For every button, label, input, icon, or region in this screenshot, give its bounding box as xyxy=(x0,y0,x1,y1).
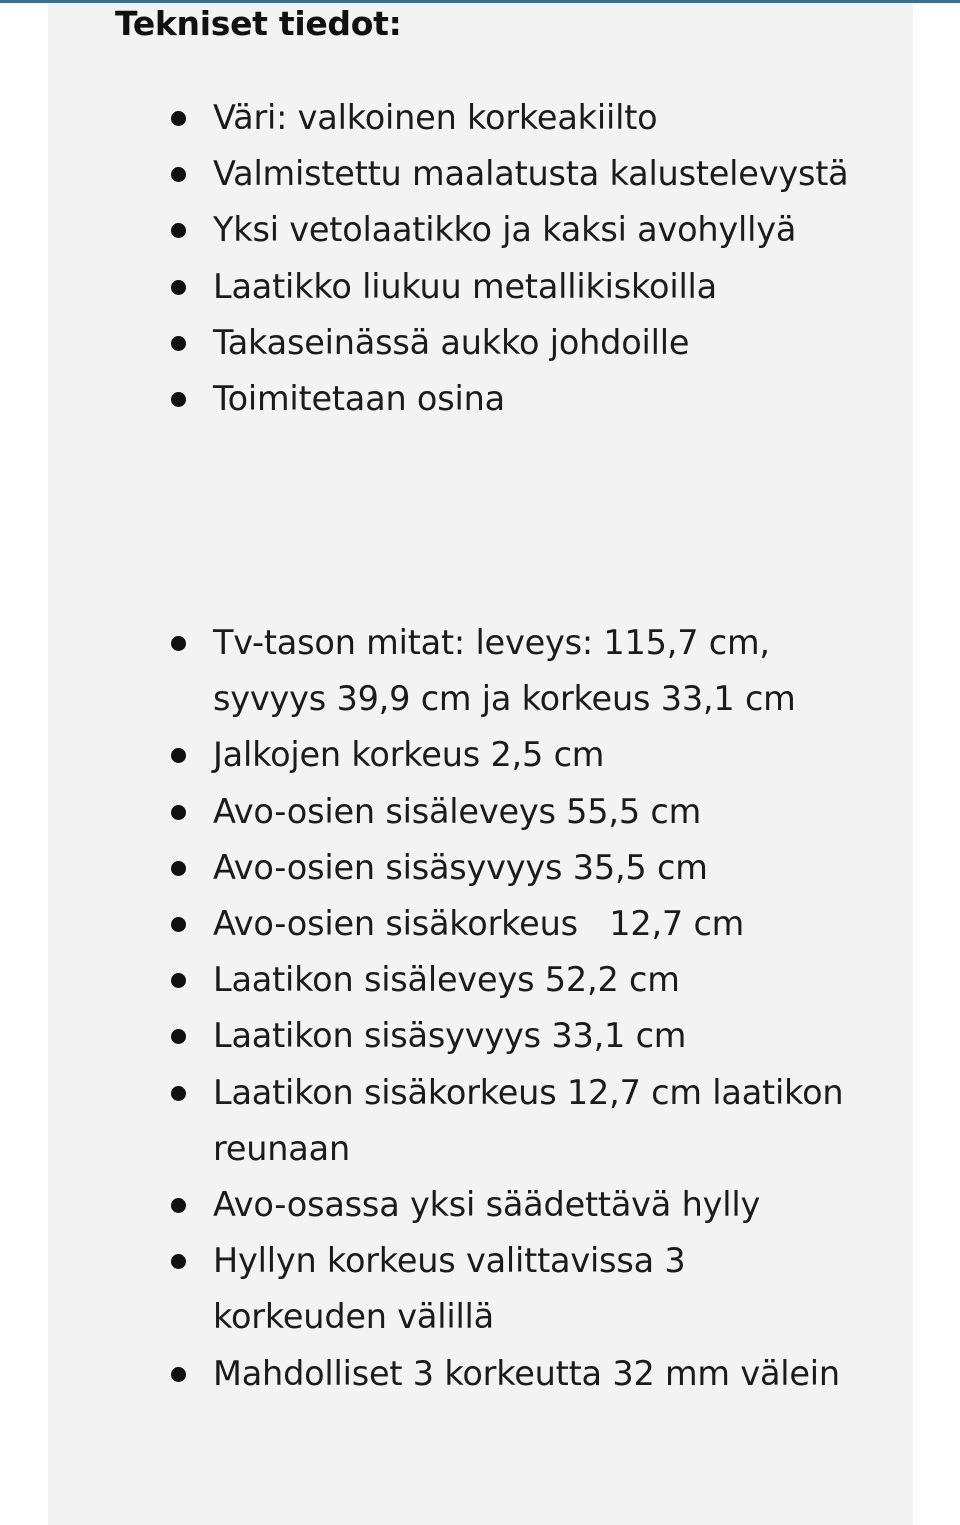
bullet-icon xyxy=(171,917,186,932)
list-item xyxy=(0,371,863,427)
list-item-text: Avo-osien sisäkorkeus 12,7 cm xyxy=(213,904,745,944)
list-item-text: Laatikon sisäkorkeus 12,7 cm laatikon reunaan xyxy=(213,1072,844,1168)
list-item-text: Mahdolliset 3 korkeutta 32 mm välein xyxy=(213,1353,840,1393)
list-item xyxy=(0,259,863,315)
list-item-text: Tv-tason mitat: leveys: 115,7 cm, syvyys 39,9 cm ja korkeus 33,1 cm xyxy=(213,623,796,719)
list-item-text: Väri: valkoinen korkeakiilto xyxy=(213,98,658,137)
list-item xyxy=(0,952,863,1008)
list-item-text: Toimitetaan osina xyxy=(213,379,505,419)
list-item xyxy=(0,90,863,146)
bullet-icon xyxy=(171,636,186,651)
bullet-icon xyxy=(171,861,186,876)
list-item-text: Hyllyn korkeus valittavissa 3 korkeuden välillä xyxy=(213,1241,686,1337)
list-item-text: Avo-osien sisäleveys 55,5 cm xyxy=(213,791,702,831)
list-item xyxy=(0,840,863,896)
bullet-icon xyxy=(171,167,186,182)
list-item xyxy=(0,615,863,727)
list-item xyxy=(0,146,863,202)
section-heading: Tekniset tiedot: xyxy=(115,4,402,43)
bullet-icon xyxy=(171,805,186,820)
list-item-text: Avo-osassa yksi säädettävä hylly xyxy=(213,1185,761,1225)
bullet-icon xyxy=(171,748,186,763)
list-item-text: Laatikko liukuu metallikiskoilla xyxy=(213,266,717,306)
list-item xyxy=(0,727,863,783)
list-item xyxy=(0,1065,863,1177)
bullet-icon xyxy=(171,1198,186,1213)
bullet-icon xyxy=(171,392,186,407)
list-item xyxy=(0,315,863,371)
dimensions-list xyxy=(0,615,960,1402)
bullet-icon xyxy=(171,1029,186,1044)
bullet-icon xyxy=(171,973,186,988)
list-item xyxy=(0,1233,863,1345)
bullet-icon xyxy=(171,336,186,351)
bullet-icon xyxy=(171,1254,186,1269)
list-item xyxy=(0,896,863,952)
list-item xyxy=(0,784,863,840)
bullet-icon xyxy=(171,1086,186,1101)
list-item-text: Jalkojen korkeus 2,5 cm xyxy=(213,735,605,775)
list-item-text: Avo-osien sisäsyvyys 35,5 cm xyxy=(213,847,708,887)
bullet-icon xyxy=(171,223,186,238)
list-item xyxy=(0,1008,863,1064)
list-item-text: Takaseinässä aukko johdoille xyxy=(213,322,690,362)
list-item-text: Laatikon sisäleveys 52,2 cm xyxy=(213,960,680,1000)
list-item-text: Valmistettu maalatusta kalustelevystä xyxy=(213,154,849,194)
list-item-text: Yksi vetolaatikko ja kaksi avohyllyä xyxy=(213,210,797,250)
list-item xyxy=(0,202,863,258)
features-list xyxy=(0,90,960,427)
bullet-icon xyxy=(171,111,186,126)
bullet-icon xyxy=(171,1367,186,1382)
list-item xyxy=(0,1177,863,1233)
list-item-text: Laatikon sisäsyvyys 33,1 cm xyxy=(213,1016,687,1056)
bullet-icon xyxy=(171,280,186,295)
list-item xyxy=(0,1346,863,1402)
